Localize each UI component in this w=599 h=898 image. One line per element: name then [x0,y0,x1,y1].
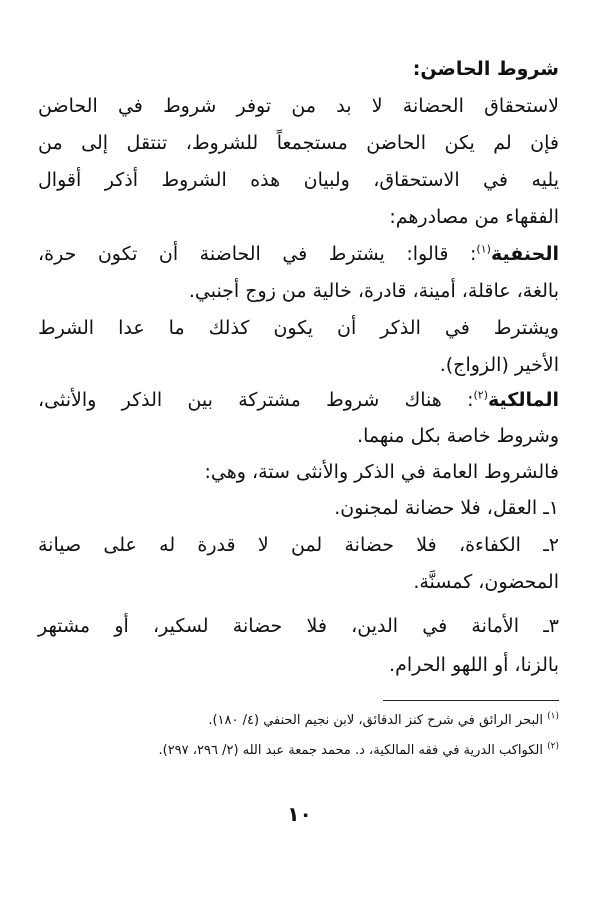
page-number: ١٠ [287,802,312,826]
section-heading: شروط الحاضن: [412,58,559,80]
maliki-label: المالكية [488,389,559,411]
paragraph-line: وشروط خاصة بكل منهما. [357,425,559,447]
hanafi-label: الحنفية [490,243,559,265]
list-item-continuation: بالزنا، أو اللهو الحرام. [389,654,559,676]
paragraph-line: يليه في الاستحقاق، ولبيان هذه الشروط أذكر أقوال [38,169,559,191]
footnote-text: البحر الرائق في شرح كنز الدقائق، لابن نجيم الحنفي (٤/ ١٨٠). [208,713,543,728]
maliki-text: : هناك شروط مشتركة بين الذكر والأنثى، [38,389,474,411]
paragraph-line: بالغة، عاقلة، أمينة، قادرة، خالية من زوج أجنبي. [188,280,559,302]
list-item: ٣ـ الأمانة في الدين، فلا حضانة لسكير، أو مشتهر [38,615,559,637]
footnote-reference: (٢) [473,388,489,402]
footnote-separator [383,700,559,701]
maliki-line [38,388,559,412]
paragraph-line: فإن لم يكن الحاضن مستجمعاً للشروط، تنتقل إلى من [38,132,559,154]
list-item: ٢ـ الكفاءة، فلا حضانة لمن لا قدرة له على صيانة [38,534,559,556]
paragraph-line: الأخير (الزواج). [439,354,559,376]
paragraph-line: فالشروط العامة في الذكر والأنثى ستة، وهي: [204,461,559,483]
footnote-marker: (١) [547,711,559,722]
hanafi-line [38,242,559,266]
list-item-continuation: المحضون، كمسنَّة. [413,571,559,593]
paragraph-line: ويشترط في الذكر أن يكون كذلك ما عدا الشرط [38,317,559,339]
footnote [60,712,559,730]
footnote [60,742,559,760]
paragraph-line: لاستحقاق الحضانة لا بد من توفر شروط في الحاضن [38,95,559,117]
footnote-text: الكواكب الدرية في فقه المالكية، د. محمد جمعة عبد الله (٢/ ٢٩٦، ٢٩٧). [158,743,543,758]
paragraph-line: الفقهاء من مصادرهم: [389,206,559,228]
list-item: ١ـ العقل، فلا حضانة لمجنون. [334,497,559,519]
footnote-reference: (١) [476,242,491,256]
footnote-marker: (٢) [547,741,559,752]
hanafi-text: : قالوا: يشترط في الحاضنة أن تكون حرة، [38,243,477,265]
